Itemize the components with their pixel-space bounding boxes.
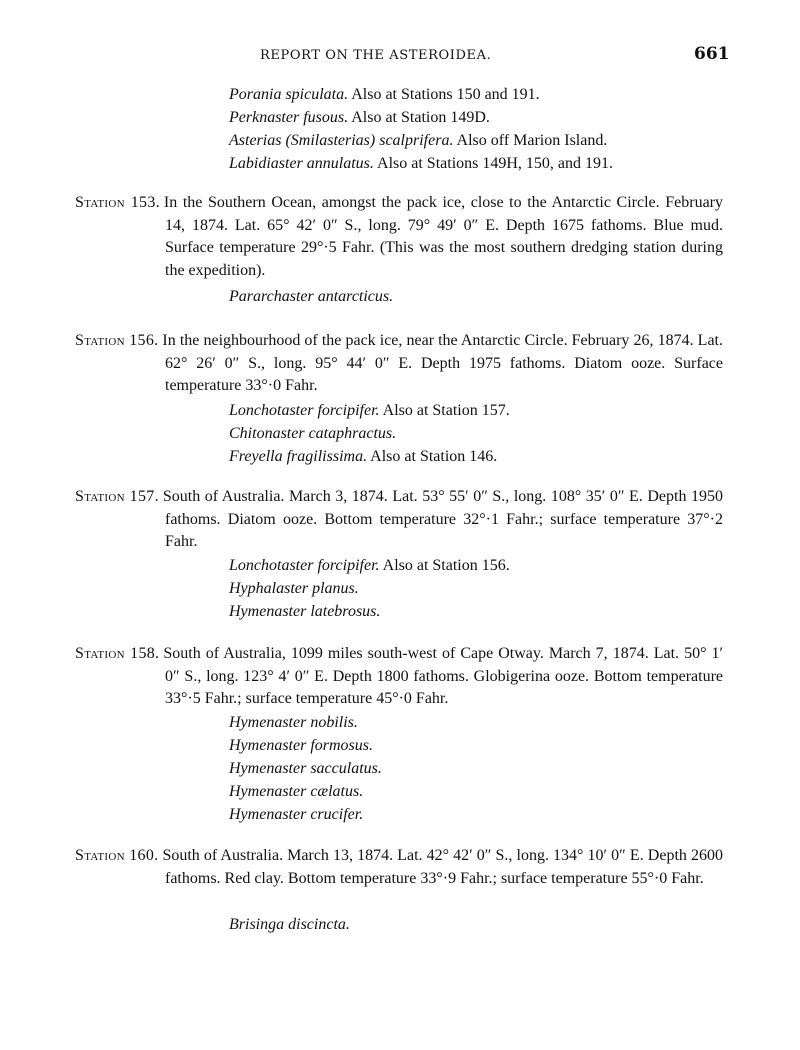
species-entry: Labidiaster annulatus. Also at Stations 149H, 150, and 191.	[229, 155, 614, 172]
species-entry: Hymenaster latebrosus.	[229, 603, 381, 620]
station-160-block	[75, 845, 723, 890]
station-157-species	[229, 554, 510, 623]
station-description: Station 153. In the Southern Ocean, amongst the pack ice, close to the Antarctic Circle. February 14, 1874. Lat. 65° 42′ 0″ S., long. 79° 49′ 0″ E. Depth 1675 fathoms. Blue mud. Surface temperature 29°·5 Fahr. (This was the most southern dredging station during the expedition).	[75, 194, 723, 279]
species-entry: Pararchaster antarcticus.	[229, 288, 394, 305]
species-entry: Hymenaster nobilis.	[229, 714, 358, 731]
species-entry: Hymenaster cælatus.	[229, 783, 364, 800]
station-description: Station 157. South of Australia. March 3, 1874. Lat. 53° 55′ 0″ S., long. 108° 35′ 0″ E. Depth 1950 fathoms. Diatom ooze. Bottom temperature 32°·1 Fahr.; surface temperature 37°·2 Fahr.	[75, 488, 724, 550]
station-153-block	[75, 192, 723, 282]
species-entry: Hymenaster sacculatus.	[229, 760, 382, 777]
station-156-block	[75, 330, 723, 398]
station-description: Station 158. South of Australia, 1099 miles south-west of Cape Otway. March 7, 1874. Lat. 50° 1′ 0″ S., long. 123° 4′ 0″ E. Depth 1800 fathoms. Globigerina ooze. Bottom temperature 33°·5 Fahr.; surface temperature 45°·0 Fahr.	[75, 645, 723, 707]
station-description: Station 156. In the neighbourhood of the pack ice, near the Antarctic Circle. February 26, 1874. Lat. 62° 26′ 0″ S., long. 95° 44′ 0″ E. Depth 1975 fathoms. Diatom ooze. Surface temperature 33°·0 Fahr.	[75, 332, 723, 394]
species-entry: Brisinga discincta.	[229, 916, 350, 933]
carryover-species-list	[229, 83, 613, 175]
station-160-species	[229, 913, 350, 936]
species-entry: Hymenaster crucifer.	[229, 806, 364, 823]
species-entry: Porania spiculata. Also at Stations 150 and 191.	[229, 86, 540, 103]
page-number: 661	[694, 44, 730, 64]
running-title: REPORT ON THE ASTEROIDEA.	[260, 48, 492, 63]
species-entry: Lonchotaster forcipifer. Also at Station 156.	[229, 557, 510, 574]
species-entry: Lonchotaster forcipifer. Also at Station 157.	[229, 402, 510, 419]
species-entry: Perknaster fusous. Also at Station 149D.	[229, 109, 490, 126]
species-entry: Hyphalaster planus.	[229, 580, 359, 597]
station-157-block	[75, 486, 723, 554]
station-158-block	[75, 643, 723, 711]
species-entry: Chitonaster cataphractus.	[229, 425, 397, 442]
page-header	[0, 44, 800, 68]
station-153-species	[229, 285, 393, 308]
station-description: Station 160. South of Australia. March 13, 1874. Lat. 42° 42′ 0″ S., long. 134° 10′ 0″ E. Depth 2600 fathoms. Red clay. Bottom temperature 33°·9 Fahr.; surface temperature 55°·0 Fahr.	[75, 847, 723, 887]
station-158-species	[229, 711, 382, 826]
species-entry: Freyella fragilissima. Also at Station 146.	[229, 448, 498, 465]
species-entry: Asterias (Smilasterias) scalprifera. Also off Marion Island.	[229, 132, 608, 149]
station-156-species	[229, 399, 510, 468]
species-entry: Hymenaster formosus.	[229, 737, 373, 754]
